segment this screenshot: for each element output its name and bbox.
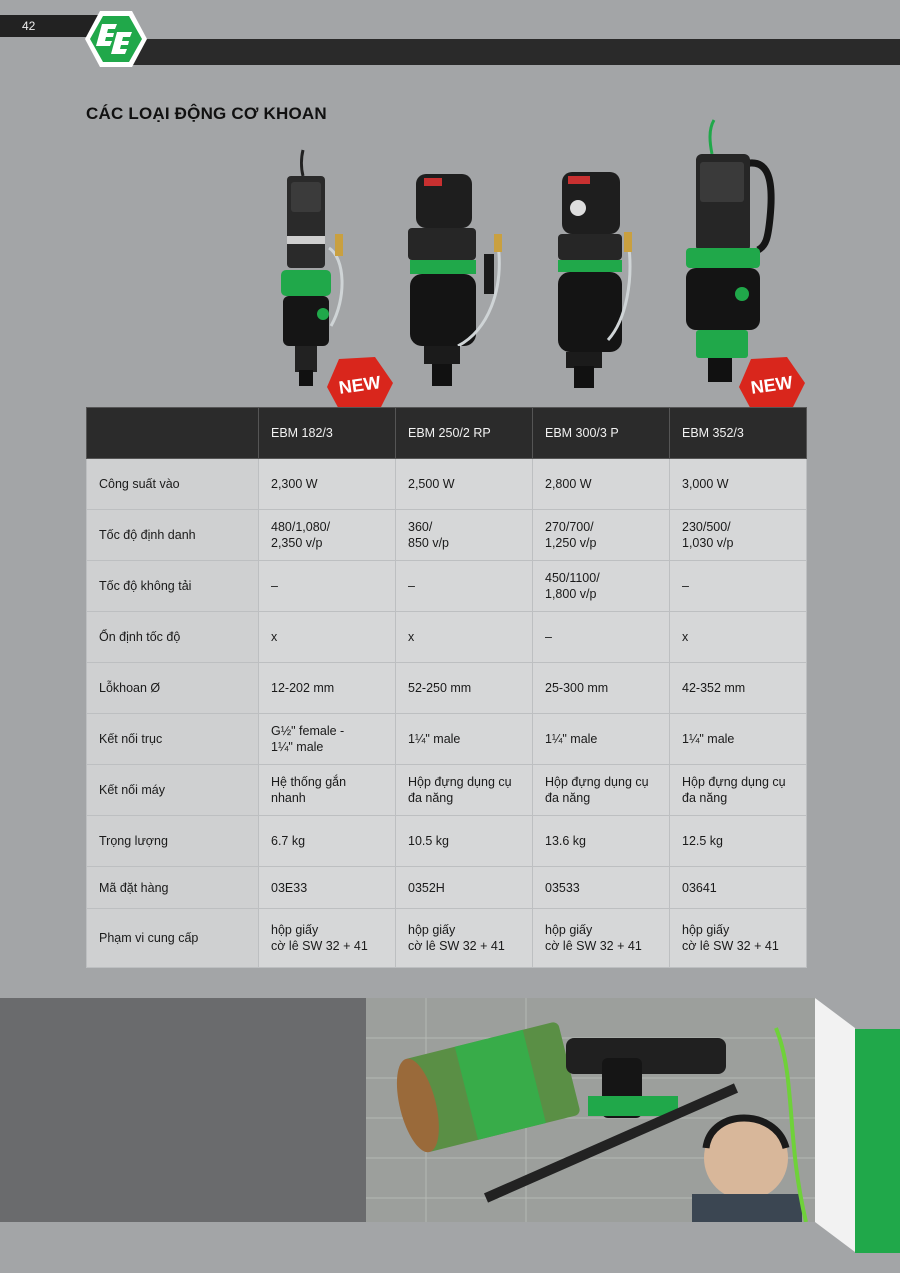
table-row <box>87 510 807 561</box>
table-cell: 42-352 mm <box>670 663 807 714</box>
side-green-tab <box>855 1029 900 1253</box>
table-cell: x <box>396 612 533 663</box>
table-cell: hộp giấy cờ lê SW 32 + 41 <box>533 909 670 968</box>
table-cell: – <box>259 561 396 612</box>
row-label: Lỗkhoan Ø <box>87 663 259 714</box>
table-cell: 10.5 kg <box>396 816 533 867</box>
brand-logo <box>84 10 148 68</box>
table-row <box>87 714 807 765</box>
table-cell: Hộp đựng dụng cụ đa năng <box>396 765 533 816</box>
bottom-gray-panel <box>0 998 366 1222</box>
table-cell: 52-250 mm <box>396 663 533 714</box>
table-cell: x <box>259 612 396 663</box>
table-cell: – <box>533 612 670 663</box>
table-cell: Hệ thống gắn nhanh <box>259 765 396 816</box>
model-header: EBM 300/3 P <box>533 408 670 459</box>
table-cell: 1¼" male <box>396 714 533 765</box>
row-label: Kết nối trục <box>87 714 259 765</box>
table-row <box>87 867 807 909</box>
table-row <box>87 909 807 968</box>
row-label: Kết nối máy <box>87 765 259 816</box>
drill-image-ebm-250 <box>398 170 513 395</box>
row-label: Trọng lượng <box>87 816 259 867</box>
table-cell: 03641 <box>670 867 807 909</box>
table-row <box>87 663 807 714</box>
header-bar <box>100 39 900 65</box>
table-cell: Hộp đựng dụng cụ đa năng <box>670 765 807 816</box>
table-cell: – <box>670 561 807 612</box>
model-header: EBM 182/3 <box>259 408 396 459</box>
table-cell: Hộp đựng dụng cụ đa năng <box>533 765 670 816</box>
table-cell: 2,300 W <box>259 459 396 510</box>
table-cell: x <box>670 612 807 663</box>
new-badge-label: NEW <box>337 372 382 398</box>
table-cell: 12-202 mm <box>259 663 396 714</box>
table-cell: 1¼" male <box>670 714 807 765</box>
table-cell: G½" female - 1¼" male <box>259 714 396 765</box>
table-cell: 270/700/ 1,250 v/p <box>533 510 670 561</box>
table-cell: 13.6 kg <box>533 816 670 867</box>
side-white-tab <box>815 998 855 1252</box>
model-header: EBM 352/3 <box>670 408 807 459</box>
table-cell: hộp giấy cờ lê SW 32 + 41 <box>396 909 533 968</box>
row-label: Tốc độ định danh <box>87 510 259 561</box>
new-badge-ebm-182 <box>325 357 395 413</box>
table-cell: 03533 <box>533 867 670 909</box>
new-badge-label: NEW <box>749 372 794 398</box>
table-cell: hộp giấy cờ lê SW 32 + 41 <box>259 909 396 968</box>
new-badge-ebm-352 <box>737 357 807 413</box>
table-header-row <box>87 408 807 459</box>
row-label: Công suất vào <box>87 459 259 510</box>
page-title: CÁC LOẠI ĐỘNG CƠ KHOAN <box>86 104 327 123</box>
drill-image-ebm-300 <box>548 170 648 395</box>
table-cell: 25-300 mm <box>533 663 670 714</box>
drill-image-ebm-352 <box>678 118 783 393</box>
row-label: Tốc độ không tải <box>87 561 259 612</box>
spec-table <box>86 407 807 968</box>
table-row <box>87 765 807 816</box>
table-cell: 2,500 W <box>396 459 533 510</box>
drill-in-use-photo <box>366 998 816 1222</box>
table-row <box>87 459 807 510</box>
table-cell: 6.7 kg <box>259 816 396 867</box>
table-cell: 1¼" male <box>533 714 670 765</box>
table-cell: hộp giấy cờ lê SW 32 + 41 <box>670 909 807 968</box>
table-cell: 0352H <box>396 867 533 909</box>
row-label: Mã đặt hàng <box>87 867 259 909</box>
page-number: 42 <box>22 19 36 33</box>
table-row <box>87 816 807 867</box>
row-label: Ổn định tốc độ <box>87 612 259 663</box>
table-cell: 12.5 kg <box>670 816 807 867</box>
table-cell: 360/ 850 v/p <box>396 510 533 561</box>
row-label: Phạm vi cung cấp <box>87 909 259 968</box>
table-cell: 480/1,080/ 2,350 v/p <box>259 510 396 561</box>
table-cell: 3,000 W <box>670 459 807 510</box>
table-cell: 03E33 <box>259 867 396 909</box>
table-cell: 2,800 W <box>533 459 670 510</box>
table-cell: 230/500/ 1,030 v/p <box>670 510 807 561</box>
table-cell: – <box>396 561 533 612</box>
table-row <box>87 612 807 663</box>
table-row <box>87 561 807 612</box>
table-cell: 450/1100/ 1,800 v/p <box>533 561 670 612</box>
model-header: EBM 250/2 RP <box>396 408 533 459</box>
table-header-empty <box>87 408 259 459</box>
